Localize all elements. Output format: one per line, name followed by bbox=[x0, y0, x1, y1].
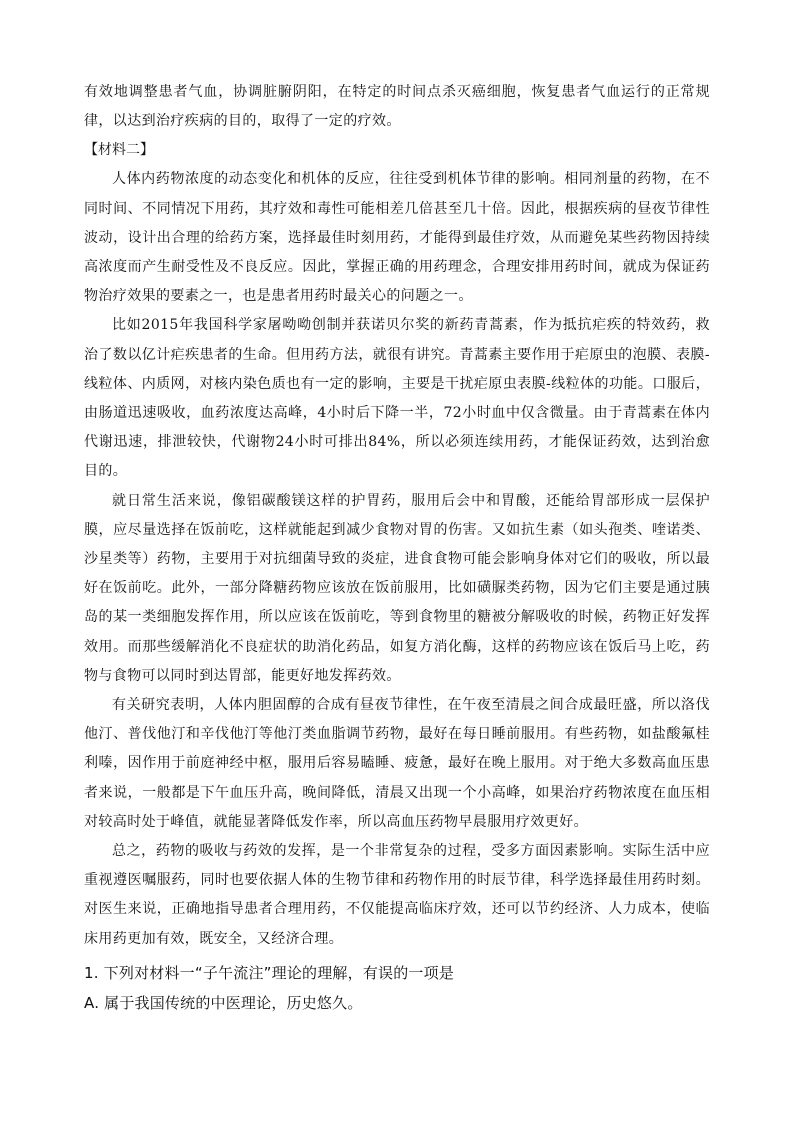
paragraph-conclusion: 总之，药物的吸收与药效的发挥，是一个非常复杂的过程，受多方面因素影响。实际生活中应重视遵医嘱服药，同时也要依据人体的生物节律和药物作用的时辰节律，科学选择最佳用药时刻。对医生来说，正确地指导患者合理用药，不仅能提高临床疗效，还可以节约经济、人力成本，使临床用药更加有效，既安全，又经济合理。 bbox=[84, 843, 710, 947]
paragraph-drug-rhythm: 人体内药物浓度的动态变化和机体的反应，往往受到机体节律的影响。相同剂量的药物，在不同时间、不同情况下用药，其疗效和毒性可能相差几倍甚至几十倍。因此，根据疾病的昼夜节律性波动，设计出合理的给药方案，选择最佳时刻用药，才能得到最佳疗效，从而避免某些药物因持续高浓度而产生耐受性及不良反应。因此，掌握正确的用药理念，合理安排用药时间，就成为保证药物治疗效果的要素之一，也是患者用药时最关心的问题之一。 bbox=[84, 171, 710, 305]
section-heading-material-two: 【材料二】 bbox=[84, 142, 154, 159]
paragraph-continuation: 有效地调整患者气血，协调脏腑阴阳，在特定的时间点杀灭癌细胞，恢复患者气血运行的正常规律，以达到治疗疾病的目的，取得了一定的疗效。 bbox=[84, 84, 710, 130]
paragraph-artemisinin: 比如2015年我国科学家屠呦呦创制并获诺贝尔奖的新药青蒿素，作为抵抗疟疾的特效药，救治了数以亿计疟疾患者的生命。但用药方法，就很有讲究。青蒿素主要作用于疟原虫的泡膜、表膜-线粒体、内质网，对核内染色质也有一定的影响，主要是干扰疟原虫表膜-线粒体的功能。口服后，由肠道迅速吸收，血药浓度达高峰，4小时后下降一半，72小时血中仅含微量。由于青蒿素在体内代谢迅速，排泄较快，代谢物24小时可排出84%，所以必须连续用药，才能保证药效，达到治愈目的。 bbox=[84, 317, 710, 480]
question-stem: 1. 下列对材料一“子午流注”理论的理解，有误的一项是 bbox=[84, 963, 455, 982]
paragraph-cholesterol-bloodpressure: 有关研究表明，人体内胆固醇的合成有昼夜节律性，在午夜至清晨之间合成最旺盛，所以洛伐他汀、普伐他汀和辛伐他汀等他汀类血脂调节药物，最好在每日睡前服用。有些药物，如盐酸氟桂利嗪，因作用于前庭神经中枢，服用后容易瞌睡、疲惫，最好在晚上服用。对于绝大多数高血压患者来说，一般都是下午血压升高，晚间降低，清晨又出现一个小高峰，如果治疗药物浓度在血压相对较高时处于峰值，就能显著降低发作率，所以高血压药物早晨服用疗效更好。 bbox=[84, 697, 710, 830]
question-option-a: A. 属于我国传统的中医理论，历史悠久。 bbox=[84, 993, 363, 1012]
paragraph-daily-medication: 就日常生活来说，像铝碳酸镁这样的护胃药，服用后会中和胃酸，还能给胃部形成一层保护膜，应尽量选择在饭前吃，这样就能起到减少食物对胃的伤害。又如抗生素（如头孢类、喹诺类、沙星类等）药物，主要用于对抗细菌导致的炎症，进食食物可能会影响身体对它们的吸收，所以最好在饭前吃。此外，一部分降糖药物应该放在饭前服用，比如磺脲类药物，因为它们主要是通过胰岛的某一类细胞发挥作用，所以应该在饭前吃，等到食物里的糖被分解吸收的时候，药物正好发挥效用。而那些缓解消化不良症状的助消化药品，如复方消化酶，这样的药物应该在饭后马上吃，药物与食物可以同时到达胃部，能更好地发挥药效。 bbox=[84, 492, 710, 684]
